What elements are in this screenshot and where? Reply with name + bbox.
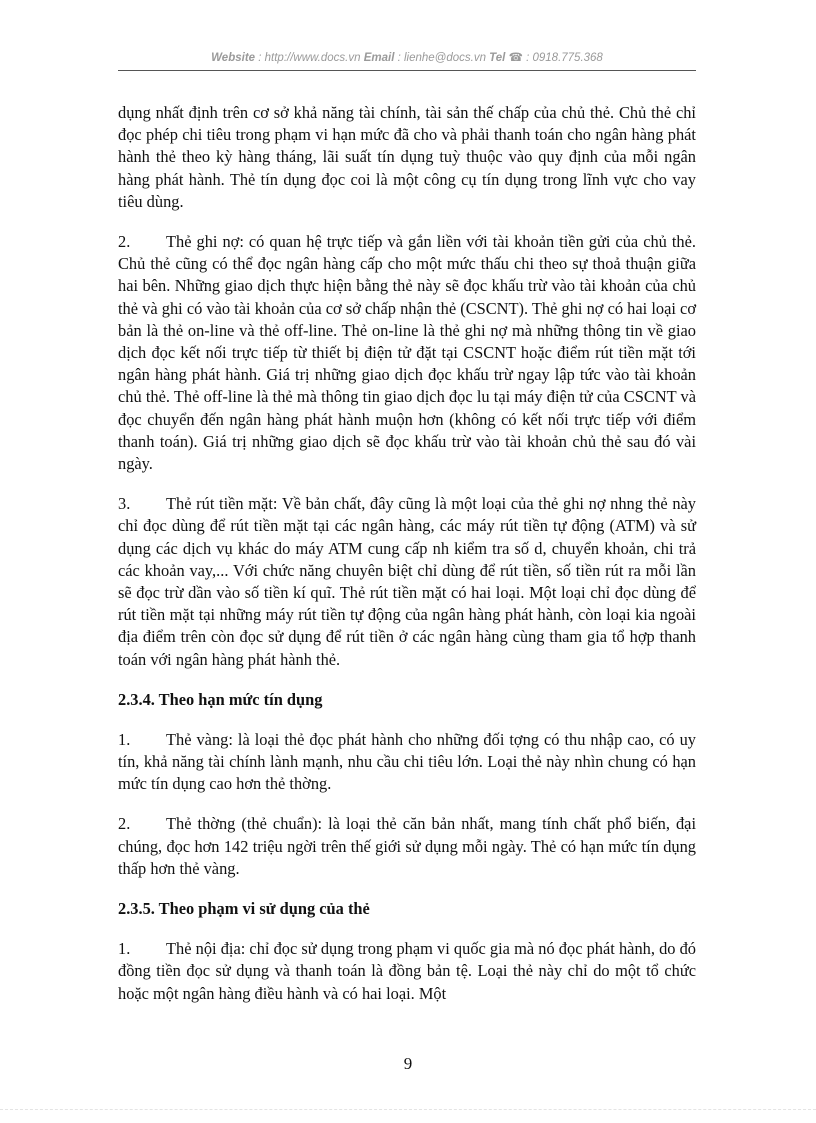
list-number: 1. <box>118 939 131 959</box>
section-heading-2-3-5: 2.3.5. Theo phạm vi sử dụng của thẻ <box>118 899 370 919</box>
page-bottom-edge <box>0 1109 816 1110</box>
tel-value: ☎ : 0918.775.368 <box>505 52 603 64</box>
list-number: 2. <box>118 232 131 252</box>
document-body <box>118 102 696 1023</box>
paragraph-domestic-card <box>118 938 696 1005</box>
paragraph-cash-card <box>118 493 696 671</box>
header-divider <box>118 70 696 71</box>
paragraph-text: Thẻ vàng: là loại thẻ đọc phát hành cho những đối tợng có thu nhập cao, có uy tín, khả năng tài chính lành mạnh, nhu cầu chi tiêu lớn. Loại thẻ này nhìn chung có hạn mức tín dụng cao hơn thẻ thờng. <box>118 729 696 794</box>
email-label: Email <box>363 52 395 64</box>
paragraph-text: Thẻ thờng (thẻ chuẩn): là loại thẻ căn bản nhất, mang tính chất phổ biến, đại chúng, đọc hơn 142 triệu ngời trên thế giới sử dụng mỗi ngày. Thẻ có hạn mức tín dụng thấp hơn thẻ vàng. <box>118 814 696 878</box>
list-number: 2. <box>118 814 131 834</box>
page-number: 9 <box>403 1054 413 1073</box>
paragraph-gold-card <box>118 729 696 796</box>
paragraph-debit-card <box>118 231 696 475</box>
paragraph-text: Thẻ ghi nợ: có quan hệ trực tiếp và gắn liền với tài khoản tiền gửi của chủ thẻ. Chủ thẻ cũng có thể đọc ngân hàng cấp cho một mức thấu chi theo sự thoả thuận giữa hai bên. Những giao dịch thực hiện bằng thẻ này sẽ đọc khấu trừ vào tài khoản của chủ thẻ và ghi có vào tài khoản của cơ sở chấp nhận thẻ (CSCNT). Thẻ ghi nợ có hai loại cơ bản là thẻ on-line và thẻ off-line. Thẻ on-line là thẻ ghi nợ mà những thông tin về giao dịch đọc kết nối trực tiếp từ thiết bị điện tử đặt tại CSCNT hoặc điểm rút tiền mặt tới ngân hàng phát hành. Giá trị những giao dịch đọc khấu trừ ngay lập tức vào tài khoản chủ thẻ. Thẻ off-line là thẻ mà thông tin giao dịch đọc lu tại máy điện tử của CSCNT và đọc chuyển đến ngân hàng phát hành muộn hơn (không có kết nối trực tiếp với điểm thanh toán). Giá trị những giao dịch sẽ đọc khấu trừ vào tài khoản chủ thẻ sau đó vài ngày. <box>118 232 696 474</box>
paragraph-text: Thẻ nội địa: chỉ đọc sử dụng trong phạm vi quốc gia mà nó đọc phát hành, do đó đồng tiền đọc sử dụng và thanh toán là đồng bản tệ. Loại thẻ này chỉ do một tổ chức hoặc một ngân hàng điều hành và có hai loại. Một <box>118 939 696 1003</box>
website-value: : http://www.docs.vn <box>255 52 364 64</box>
list-number: 3. <box>118 494 131 514</box>
list-number: 1. <box>118 729 131 749</box>
email-value: : lienhe@docs.vn <box>394 52 490 64</box>
tel-label: Tel <box>489 52 506 64</box>
paragraph-credit-card-continued: dụng nhất định trên cơ sở khả năng tài chính, tài sản thế chấp của chủ thẻ. Chủ thẻ chỉ đọc phép chi tiêu trong phạm vi hạn mức đã cho và phải thanh toán cho ngân hàng phát hành thẻ theo kỳ hàng tháng, lãi suất tín dụng tuỳ thuộc vào quy định của mỗi ngân hàng phát hành. Thẻ tín dụng đọc coi là một công cụ tín dụng trong lĩnh vực cho vay tiêu dùng. <box>118 103 696 211</box>
page-header <box>118 50 696 64</box>
paragraph-text: Thẻ rút tiền mặt: Về bản chất, đây cũng là một loại của thẻ ghi nợ nhng thẻ này chỉ đọc dùng để rút tiền mặt tại các ngân hàng, các máy rút tiền tự động (ATM) và sử dụng các dịch vụ khác do máy ATM cung cấp nh kiểm tra số d, chuyển khoản, chi trả các khoản vay,... Với chức năng chuyên biệt chỉ dùng để rút tiền, số tiền rút ra mỗi lần sẽ đọc trừ dần vào số tiền kí quĩ. Thẻ rút tiền mặt có hai loại. Một loại chỉ đọc dùng để rút tiền mặt tại những máy rút tiền tự động của ngân hàng phát hành, còn loại kia ngoài địa điểm trên còn đọc sử dụng để rút tiền ở các ngân hàng cùng tham gia tổ hợp thanh toán với ngân hàng phát hành thẻ. <box>118 494 696 669</box>
website-label: Website <box>211 52 256 64</box>
section-heading-2-3-4: 2.3.4. Theo hạn mức tín dụng <box>118 689 323 709</box>
paragraph-standard-card <box>118 813 696 880</box>
